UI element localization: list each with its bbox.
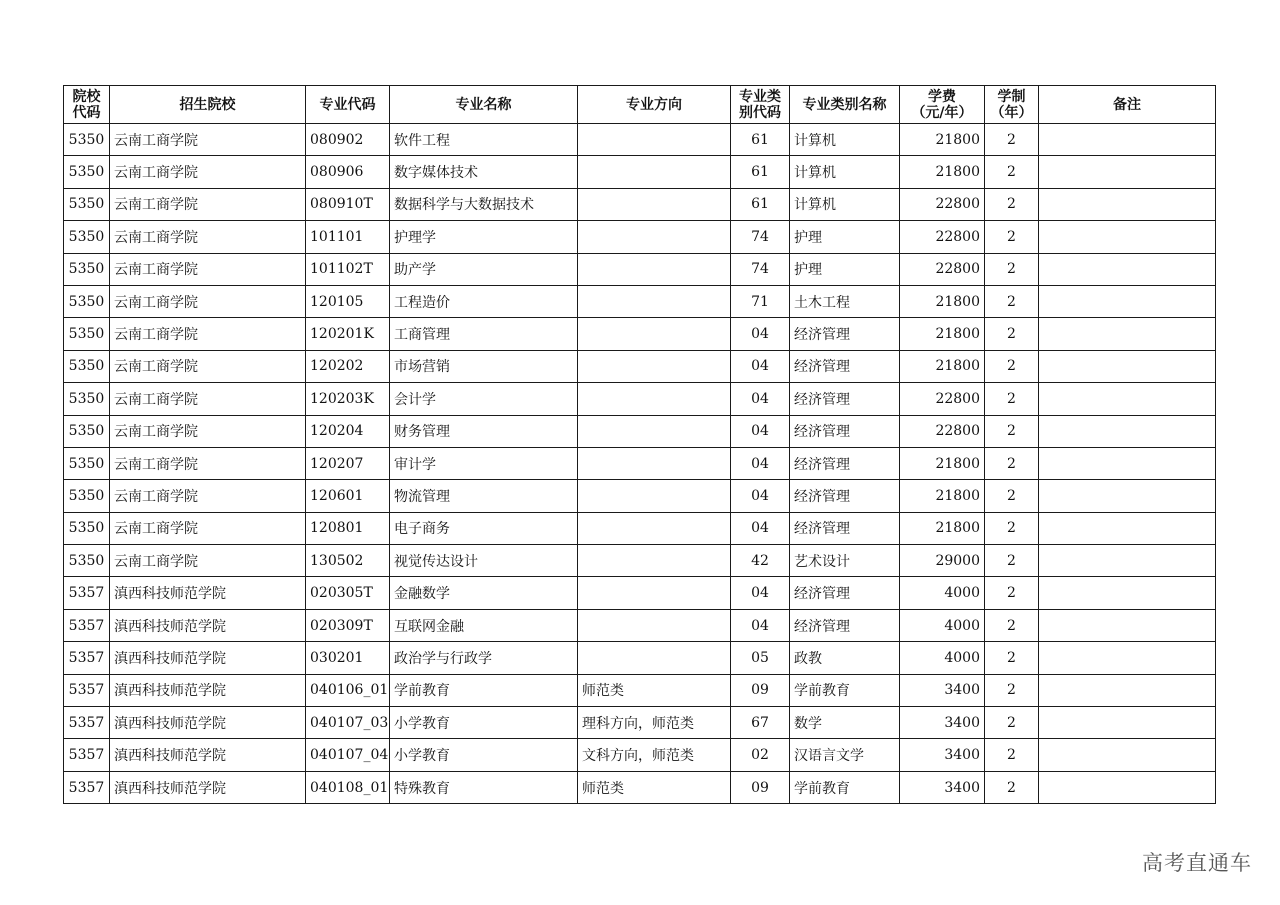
header-school-code: [64, 86, 110, 124]
cell-category-name: 汉语言文学: [790, 739, 900, 771]
cell-school-name: 云南工商学院: [110, 253, 306, 285]
cell-school-code: 5350: [64, 188, 110, 220]
table-body: [64, 124, 1216, 804]
cell-direction: [578, 383, 731, 415]
cell-remarks: [1039, 124, 1216, 156]
cell-school-name: 云南工商学院: [110, 124, 306, 156]
cell-category-name: 护理: [790, 253, 900, 285]
cell-major-code: 120207: [306, 447, 390, 479]
cell-remarks: [1039, 642, 1216, 674]
cell-major-name: 学前教育: [390, 674, 578, 706]
cell-duration: 2: [985, 156, 1039, 188]
cell-category-code: 02: [731, 739, 790, 771]
cell-major-code: 120801: [306, 512, 390, 544]
cell-category-code: 67: [731, 707, 790, 739]
cell-direction: [578, 253, 731, 285]
cell-duration: 2: [985, 480, 1039, 512]
cell-school-code: 5350: [64, 350, 110, 382]
cell-major-code: 040107_03: [306, 707, 390, 739]
cell-category-name: 经济管理: [790, 609, 900, 641]
table-row: [64, 318, 1216, 350]
cell-tuition: 3400: [900, 771, 985, 803]
cell-remarks: [1039, 285, 1216, 317]
cell-category-code: 09: [731, 674, 790, 706]
cell-remarks: [1039, 545, 1216, 577]
cell-remarks: [1039, 318, 1216, 350]
table-row: [64, 674, 1216, 706]
header-category-code: [731, 86, 790, 124]
cell-school-name: 云南工商学院: [110, 350, 306, 382]
cell-tuition: 21800: [900, 156, 985, 188]
cell-tuition: 21800: [900, 124, 985, 156]
cell-category-code: 04: [731, 512, 790, 544]
cell-school-code: 5357: [64, 609, 110, 641]
header-category-code-line2: 别代码: [739, 104, 781, 121]
cell-major-code: 040107_04: [306, 739, 390, 771]
cell-duration: 2: [985, 642, 1039, 674]
cell-category-code: 61: [731, 156, 790, 188]
cell-direction: [578, 642, 731, 674]
cell-major-name: 市场营销: [390, 350, 578, 382]
table-row: [64, 415, 1216, 447]
cell-major-name: 工商管理: [390, 318, 578, 350]
cell-direction: [578, 221, 731, 253]
cell-major-name: 工程造价: [390, 285, 578, 317]
cell-category-name: 计算机: [790, 188, 900, 220]
table-row: [64, 512, 1216, 544]
header-duration-line1: 学制: [997, 88, 1026, 105]
cell-category-name: 数学: [790, 707, 900, 739]
cell-major-code: 101102T: [306, 253, 390, 285]
header-tuition-line2: （元/年）: [911, 104, 973, 121]
cell-direction: [578, 124, 731, 156]
cell-tuition: 22800: [900, 221, 985, 253]
cell-direction: [578, 350, 731, 382]
cell-tuition: 21800: [900, 480, 985, 512]
cell-duration: 2: [985, 609, 1039, 641]
cell-major-code: 040108_01: [306, 771, 390, 803]
cell-direction: [578, 447, 731, 479]
cell-school-code: 5350: [64, 383, 110, 415]
cell-school-name: 滇西科技师范学院: [110, 642, 306, 674]
cell-major-code: 130502: [306, 545, 390, 577]
cell-school-name: 云南工商学院: [110, 415, 306, 447]
header-school-name: 招生院校: [110, 86, 306, 124]
cell-duration: 2: [985, 253, 1039, 285]
table-row: [64, 253, 1216, 285]
admissions-table: [63, 85, 1216, 804]
cell-tuition: 21800: [900, 350, 985, 382]
cell-category-code: 74: [731, 221, 790, 253]
table-row: [64, 609, 1216, 641]
cell-school-name: 滇西科技师范学院: [110, 577, 306, 609]
cell-tuition: 3400: [900, 707, 985, 739]
table-row: [64, 350, 1216, 382]
cell-category-code: 05: [731, 642, 790, 674]
cell-school-code: 5350: [64, 415, 110, 447]
cell-major-name: 小学教育: [390, 739, 578, 771]
cell-duration: 2: [985, 771, 1039, 803]
header-duration-line2: （年）: [990, 104, 1033, 121]
cell-school-name: 云南工商学院: [110, 512, 306, 544]
cell-major-name: 物流管理: [390, 480, 578, 512]
table-header: [64, 86, 1216, 124]
cell-major-name: 审计学: [390, 447, 578, 479]
cell-remarks: [1039, 383, 1216, 415]
cell-school-code: 5350: [64, 545, 110, 577]
cell-school-name: 云南工商学院: [110, 318, 306, 350]
cell-remarks: [1039, 447, 1216, 479]
cell-remarks: [1039, 609, 1216, 641]
cell-school-name: 云南工商学院: [110, 447, 306, 479]
cell-school-name: 云南工商学院: [110, 480, 306, 512]
cell-tuition: 3400: [900, 739, 985, 771]
cell-tuition: 4000: [900, 642, 985, 674]
cell-major-code: 020309T: [306, 609, 390, 641]
cell-school-code: 5357: [64, 674, 110, 706]
cell-duration: 2: [985, 221, 1039, 253]
cell-direction: 理科方向，师范类: [578, 707, 731, 739]
cell-school-code: 5350: [64, 285, 110, 317]
cell-remarks: [1039, 350, 1216, 382]
cell-remarks: [1039, 253, 1216, 285]
cell-category-code: 09: [731, 771, 790, 803]
cell-major-code: 120201K: [306, 318, 390, 350]
cell-tuition: 21800: [900, 285, 985, 317]
cell-tuition: 22800: [900, 253, 985, 285]
cell-school-code: 5350: [64, 156, 110, 188]
cell-category-name: 经济管理: [790, 480, 900, 512]
cell-duration: 2: [985, 285, 1039, 317]
cell-major-name: 特殊教育: [390, 771, 578, 803]
cell-tuition: 21800: [900, 318, 985, 350]
cell-school-name: 云南工商学院: [110, 156, 306, 188]
cell-major-name: 电子商务: [390, 512, 578, 544]
cell-remarks: [1039, 156, 1216, 188]
cell-direction: [578, 545, 731, 577]
cell-direction: [578, 577, 731, 609]
cell-school-code: 5357: [64, 739, 110, 771]
cell-remarks: [1039, 221, 1216, 253]
cell-school-code: 5357: [64, 707, 110, 739]
table-row: [64, 188, 1216, 220]
cell-remarks: [1039, 512, 1216, 544]
cell-duration: 2: [985, 188, 1039, 220]
cell-tuition: 4000: [900, 577, 985, 609]
header-school-code-line2: 代码: [72, 104, 101, 121]
cell-school-name: 滇西科技师范学院: [110, 609, 306, 641]
cell-tuition: 22800: [900, 383, 985, 415]
cell-category-name: 学前教育: [790, 674, 900, 706]
cell-major-code: 080906: [306, 156, 390, 188]
cell-duration: 2: [985, 124, 1039, 156]
cell-school-code: 5350: [64, 512, 110, 544]
table-row: [64, 221, 1216, 253]
cell-major-code: 080902: [306, 124, 390, 156]
cell-major-name: 互联网金融: [390, 609, 578, 641]
cell-major-code: 101101: [306, 221, 390, 253]
cell-major-code: 030201: [306, 642, 390, 674]
cell-school-name: 云南工商学院: [110, 188, 306, 220]
header-direction: 专业方向: [578, 86, 731, 124]
cell-category-name: 经济管理: [790, 415, 900, 447]
cell-tuition: 3400: [900, 674, 985, 706]
cell-school-code: 5357: [64, 577, 110, 609]
cell-category-code: 04: [731, 383, 790, 415]
header-remarks: 备注: [1039, 86, 1216, 124]
cell-major-name: 小学教育: [390, 707, 578, 739]
cell-school-code: 5350: [64, 480, 110, 512]
cell-major-code: 120204: [306, 415, 390, 447]
table-row: [64, 480, 1216, 512]
table-row: [64, 642, 1216, 674]
cell-duration: 2: [985, 318, 1039, 350]
cell-category-name: 土木工程: [790, 285, 900, 317]
cell-duration: 2: [985, 415, 1039, 447]
cell-remarks: [1039, 480, 1216, 512]
table-row: [64, 545, 1216, 577]
cell-remarks: [1039, 577, 1216, 609]
cell-school-name: 滇西科技师范学院: [110, 707, 306, 739]
cell-tuition: 29000: [900, 545, 985, 577]
table-row: [64, 707, 1216, 739]
cell-category-code: 61: [731, 188, 790, 220]
cell-category-code: 04: [731, 609, 790, 641]
cell-category-name: 学前教育: [790, 771, 900, 803]
cell-direction: [578, 318, 731, 350]
cell-school-code: 5350: [64, 447, 110, 479]
cell-category-name: 经济管理: [790, 350, 900, 382]
cell-category-code: 42: [731, 545, 790, 577]
cell-school-name: 云南工商学院: [110, 383, 306, 415]
cell-category-name: 经济管理: [790, 383, 900, 415]
cell-category-name: 经济管理: [790, 512, 900, 544]
cell-duration: 2: [985, 707, 1039, 739]
cell-major-name: 护理学: [390, 221, 578, 253]
cell-category-code: 04: [731, 480, 790, 512]
cell-remarks: [1039, 739, 1216, 771]
cell-direction: [578, 188, 731, 220]
cell-duration: 2: [985, 545, 1039, 577]
cell-school-name: 滇西科技师范学院: [110, 771, 306, 803]
cell-duration: 2: [985, 577, 1039, 609]
cell-school-code: 5350: [64, 318, 110, 350]
cell-school-code: 5357: [64, 771, 110, 803]
cell-school-name: 滇西科技师范学院: [110, 739, 306, 771]
cell-school-name: 云南工商学院: [110, 221, 306, 253]
table-row: [64, 771, 1216, 803]
cell-category-name: 艺术设计: [790, 545, 900, 577]
header-school-code-line1: 院校: [72, 88, 101, 105]
cell-duration: 2: [985, 512, 1039, 544]
cell-major-name: 金融数学: [390, 577, 578, 609]
cell-major-name: 会计学: [390, 383, 578, 415]
cell-school-code: 5357: [64, 642, 110, 674]
header-row: [64, 86, 1216, 124]
cell-category-code: 04: [731, 447, 790, 479]
cell-direction: [578, 512, 731, 544]
header-tuition: [900, 86, 985, 124]
cell-category-name: 计算机: [790, 156, 900, 188]
cell-category-code: 61: [731, 124, 790, 156]
cell-category-code: 71: [731, 285, 790, 317]
cell-duration: 2: [985, 447, 1039, 479]
cell-direction: [578, 285, 731, 317]
cell-major-code: 020305T: [306, 577, 390, 609]
table-row: [64, 577, 1216, 609]
cell-category-code: 74: [731, 253, 790, 285]
cell-category-code: 04: [731, 577, 790, 609]
cell-category-name: 政教: [790, 642, 900, 674]
cell-major-code: 120202: [306, 350, 390, 382]
cell-direction: 师范类: [578, 674, 731, 706]
cell-major-name: 数据科学与大数据技术: [390, 188, 578, 220]
cell-category-name: 经济管理: [790, 318, 900, 350]
table-row: [64, 156, 1216, 188]
cell-remarks: [1039, 707, 1216, 739]
cell-school-code: 5350: [64, 221, 110, 253]
table-row: [64, 447, 1216, 479]
table-row: [64, 383, 1216, 415]
header-category-name: 专业类别名称: [790, 86, 900, 124]
cell-remarks: [1039, 674, 1216, 706]
cell-category-code: 04: [731, 350, 790, 382]
cell-category-name: 经济管理: [790, 447, 900, 479]
cell-tuition: 22800: [900, 188, 985, 220]
cell-school-code: 5350: [64, 253, 110, 285]
cell-remarks: [1039, 415, 1216, 447]
cell-category-code: 04: [731, 415, 790, 447]
cell-category-name: 护理: [790, 221, 900, 253]
cell-direction: 文科方向，师范类: [578, 739, 731, 771]
cell-major-code: 040106_01: [306, 674, 390, 706]
watermark: 高考直通车: [1142, 851, 1252, 875]
cell-tuition: 22800: [900, 415, 985, 447]
cell-direction: [578, 415, 731, 447]
cell-duration: 2: [985, 739, 1039, 771]
cell-major-name: 助产学: [390, 253, 578, 285]
cell-major-name: 视觉传达设计: [390, 545, 578, 577]
header-duration: [985, 86, 1039, 124]
cell-tuition: 21800: [900, 512, 985, 544]
cell-category-code: 04: [731, 318, 790, 350]
cell-duration: 2: [985, 383, 1039, 415]
cell-major-code: 120105: [306, 285, 390, 317]
cell-tuition: 21800: [900, 447, 985, 479]
cell-direction: 师范类: [578, 771, 731, 803]
cell-school-code: 5350: [64, 124, 110, 156]
cell-duration: 2: [985, 350, 1039, 382]
cell-direction: [578, 156, 731, 188]
cell-direction: [578, 609, 731, 641]
cell-major-code: 120601: [306, 480, 390, 512]
cell-school-name: 云南工商学院: [110, 545, 306, 577]
table-row: [64, 739, 1216, 771]
cell-school-name: 滇西科技师范学院: [110, 674, 306, 706]
header-major-code: 专业代码: [306, 86, 390, 124]
cell-major-name: 财务管理: [390, 415, 578, 447]
cell-remarks: [1039, 188, 1216, 220]
cell-major-name: 政治学与行政学: [390, 642, 578, 674]
header-major-name: 专业名称: [390, 86, 578, 124]
cell-major-code: 120203K: [306, 383, 390, 415]
cell-category-name: 计算机: [790, 124, 900, 156]
cell-duration: 2: [985, 674, 1039, 706]
table-row: [64, 285, 1216, 317]
header-tuition-line1: 学费: [928, 88, 956, 105]
cell-major-code: 080910T: [306, 188, 390, 220]
cell-major-name: 数字媒体技术: [390, 156, 578, 188]
cell-school-name: 云南工商学院: [110, 285, 306, 317]
cell-direction: [578, 480, 731, 512]
cell-major-name: 软件工程: [390, 124, 578, 156]
table-row: [64, 124, 1216, 156]
header-category-code-line1: 专业类: [739, 88, 781, 105]
cell-category-name: 经济管理: [790, 577, 900, 609]
cell-remarks: [1039, 771, 1216, 803]
cell-tuition: 4000: [900, 609, 985, 641]
